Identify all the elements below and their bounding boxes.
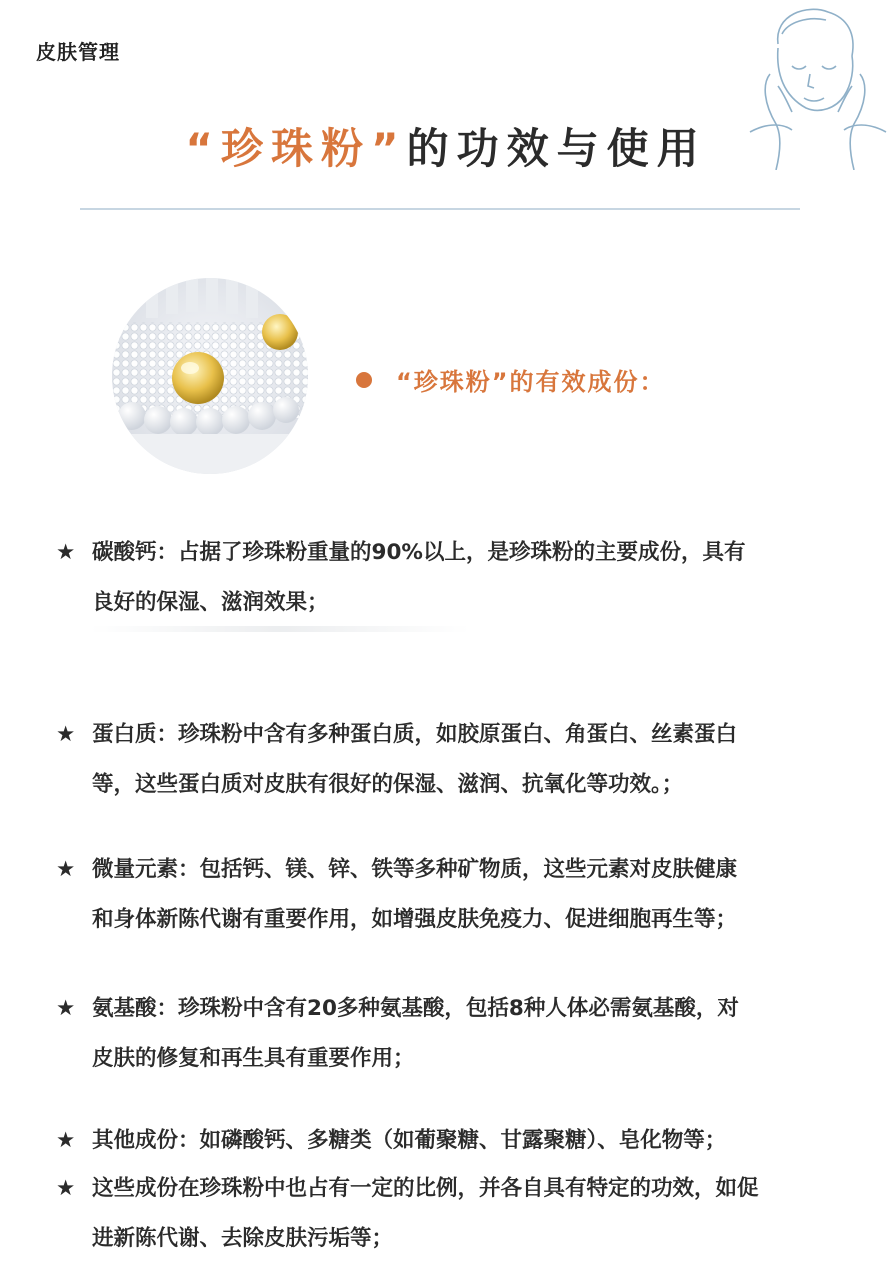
- item-text-continued: 良好的保湿、滋润效果；: [92, 590, 329, 615]
- star-icon: ★: [56, 722, 76, 747]
- item-text-continued: 进新陈代谢、去除皮肤污垢等；: [92, 1226, 394, 1251]
- item-text: 碳酸钙：占据了珍珠粉重量的90%以上，是珍珠粉的主要成份，具有: [92, 540, 746, 565]
- list-item: [56, 845, 876, 945]
- faint-divider: [90, 626, 470, 632]
- circle-icon: [356, 372, 372, 388]
- item-text: 这些成份在珍珠粉中也占有一定的比例，并各自具有特定的功效，如促: [92, 1176, 759, 1201]
- title-divider: [80, 208, 800, 210]
- item-text-continued: 和身体新陈代谢有重要作用，如增强皮肤免疫力、促进细胞再生等；: [92, 907, 738, 932]
- item-text: 氨基酸：珍珠粉中含有20多种氨基酸，包括8种人体必需氨基酸，对: [92, 996, 739, 1021]
- title-rest: 的功效与使用: [406, 124, 707, 173]
- star-icon: ★: [56, 540, 76, 565]
- item-text: 微量元素：包括钙、镁、锌、铁等多种矿物质，这些元素对皮肤健康: [92, 857, 738, 882]
- star-icon: ★: [56, 1176, 76, 1201]
- section-heading: [356, 362, 666, 397]
- page-title: [0, 116, 892, 176]
- item-text-continued: 等，这些蛋白质对皮肤有很好的保湿、滋润、抗氧化等功效。；: [92, 772, 684, 797]
- star-icon: ★: [56, 996, 76, 1021]
- list-item: [56, 1164, 876, 1264]
- item-text: 蛋白质：珍珠粉中含有多种蛋白质，如胶原蛋白、角蛋白、丝素蛋白: [92, 722, 738, 747]
- header-label: 皮肤管理: [36, 40, 120, 64]
- title-accent: “珍珠粉”: [185, 124, 407, 173]
- star-icon: ★: [56, 857, 76, 882]
- list-item: [56, 528, 876, 628]
- star-icon: ★: [56, 1128, 76, 1153]
- list-item: [56, 710, 876, 810]
- item-text-continued: 皮肤的修复和再生具有重要作用；: [92, 1046, 415, 1071]
- item-text: 其他成份：如磷酸钙、多糖类（如葡聚糖、甘露聚糖）、皂化物等；: [92, 1128, 727, 1153]
- list-item: [56, 1116, 876, 1166]
- pearl-powder-image: [112, 278, 308, 474]
- section-heading-text: “珍珠粉”的有效成份：: [396, 368, 666, 396]
- list-item: [56, 984, 876, 1084]
